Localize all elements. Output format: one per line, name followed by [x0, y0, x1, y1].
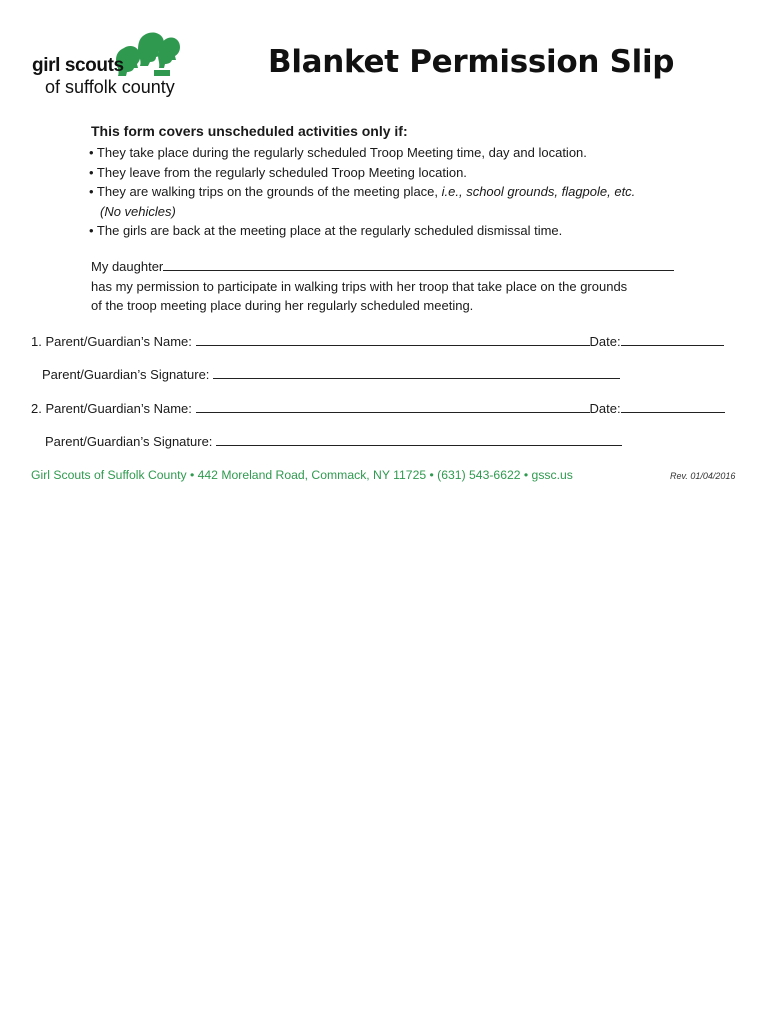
guardian-name-label: 1. Parent/Guardian’s Name: [31, 334, 192, 349]
criteria-item-note: (No vehicles) [100, 203, 176, 219]
permission-line: of the troop meeting place during her regularly scheduled meeting. [91, 298, 474, 313]
organization-logo [30, 30, 200, 100]
guardian-2-signature-row [45, 433, 622, 449]
logo-wordmark-line2: of suffolk county [45, 77, 175, 97]
guardian-1-name-row [31, 333, 724, 349]
criteria-item: • The girls are back at the meeting place at the regularly scheduled dismissal time. [89, 223, 563, 238]
page-title: Blanket Permission Slip [268, 44, 675, 80]
guardian-1-signature-row [42, 366, 620, 382]
guardian-1-name-field[interactable] [196, 333, 590, 346]
guardian-2-name-row [31, 400, 725, 416]
guardian-2-signature-field[interactable] [216, 433, 622, 446]
guardian-1-date-field[interactable] [621, 333, 724, 346]
permission-statement [91, 257, 691, 316]
criteria-item: • They leave from the regularly scheduled Troop Meeting location. [89, 164, 467, 180]
criteria-item-text: • They are walking trips on the grounds of the meeting place, [89, 184, 442, 199]
date-label: Date: [589, 334, 621, 349]
daughter-name-field[interactable] [163, 258, 674, 271]
guardian-signature-label: Parent/Guardian’s Signature: [42, 367, 210, 382]
date-label: Date: [589, 401, 621, 416]
guardian-name-label: 2. Parent/Guardian’s Name: [31, 401, 192, 416]
guardian-2-date-field[interactable] [621, 400, 725, 413]
guardian-2-name-field[interactable] [196, 400, 590, 413]
criteria-item [89, 182, 635, 221]
criteria-item-example: i.e., school grounds, flagpole, etc. [441, 184, 636, 199]
footer-contact: Girl Scouts of Suffolk County • 442 Moreland Road, Commack, NY 11725 • (631) 543-6622 • gssc.us [31, 468, 573, 482]
guardian-1-signature-field[interactable] [213, 366, 620, 379]
criteria-list [89, 143, 635, 241]
permission-line: has my permission to participate in walking trips with her troop that take place on the grounds [91, 278, 628, 294]
criteria-item: • They take place during the regularly scheduled Troop Meeting time, day and location. [89, 145, 587, 160]
criteria-heading: This form covers unscheduled activities only if: [91, 123, 408, 139]
revision-date: Rev. 01/04/2016 [670, 471, 736, 481]
guardian-signature-label: Parent/Guardian’s Signature: [45, 434, 213, 449]
daughter-label: My daughter [91, 259, 164, 274]
logo-wordmark-line1: girl scouts [32, 55, 124, 76]
